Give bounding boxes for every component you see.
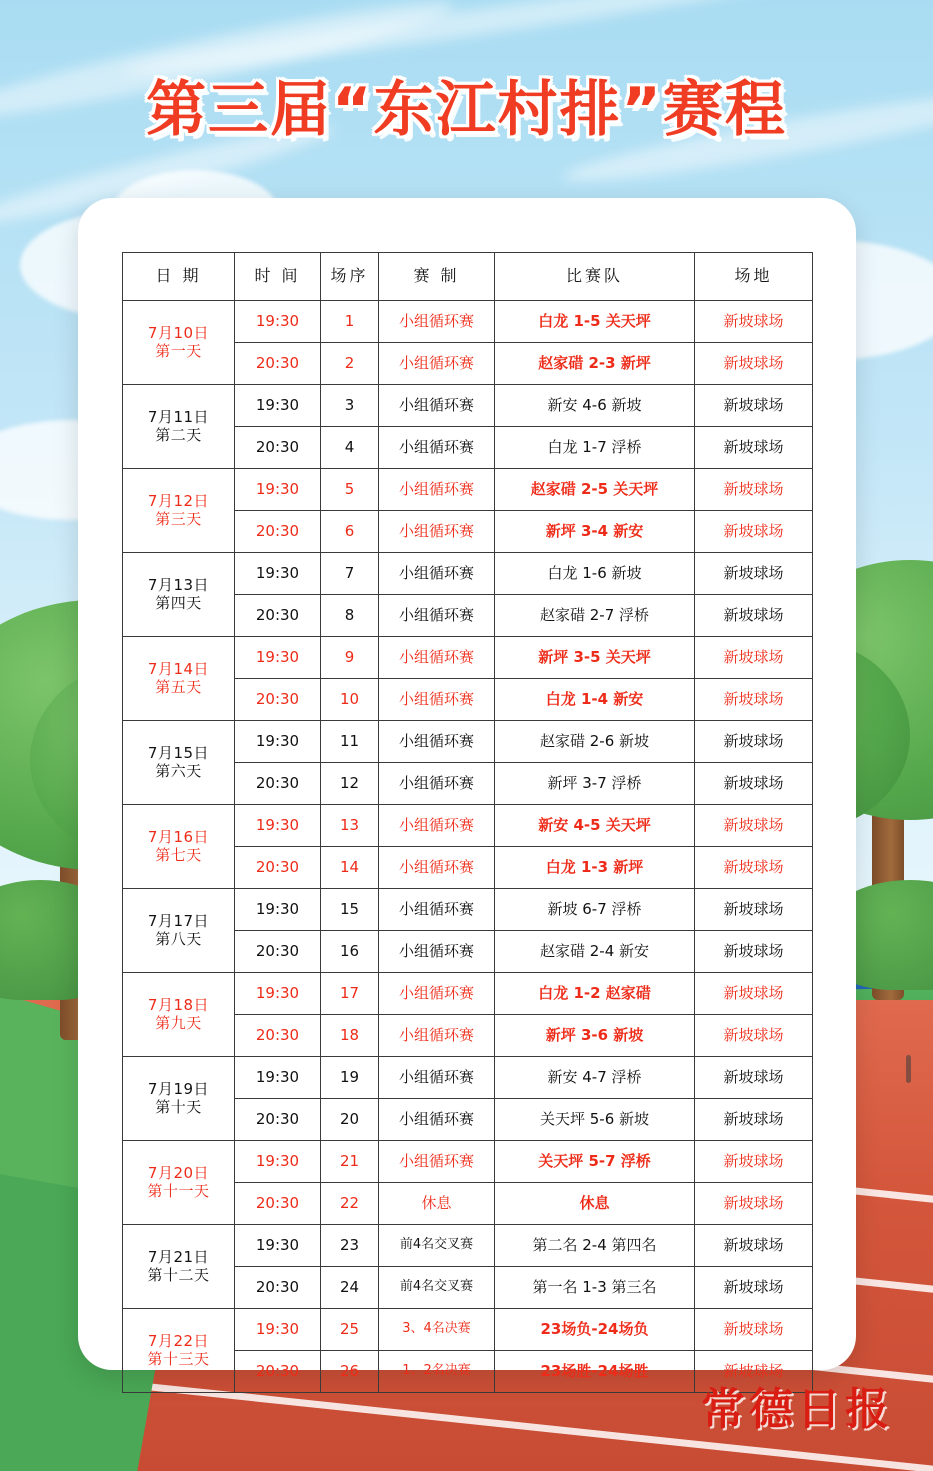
- cell-match-order: 14: [321, 847, 379, 889]
- cell-time: 20:30: [235, 1015, 321, 1057]
- cell-time: 20:30: [235, 343, 321, 385]
- cell-match-order: 3: [321, 385, 379, 427]
- cell-teams: 休息: [495, 1183, 695, 1225]
- cell-teams: 新安 4-5 关天坪: [495, 805, 695, 847]
- cell-date: 7月15日 第六天: [123, 721, 235, 805]
- cell-time: 20:30: [235, 427, 321, 469]
- cell-format: 小组循环赛: [379, 469, 495, 511]
- cell-time: 19:30: [235, 1141, 321, 1183]
- cell-format: 3、4名决赛: [379, 1309, 495, 1351]
- cell-match-order: 12: [321, 763, 379, 805]
- cell-time: 19:30: [235, 1309, 321, 1351]
- schedule-table: [122, 252, 813, 1393]
- schedule-table-container: [122, 252, 812, 1393]
- cell-venue: 新坡球场: [695, 973, 813, 1015]
- cell-match-order: 4: [321, 427, 379, 469]
- cell-venue: 新坡球场: [695, 1309, 813, 1351]
- table-row: [123, 1225, 813, 1267]
- cell-format: 小组循环赛: [379, 679, 495, 721]
- cell-teams: 新安 4-7 浮桥: [495, 1057, 695, 1099]
- cell-format: 前4名交叉赛: [379, 1225, 495, 1267]
- cell-match-order: 23: [321, 1225, 379, 1267]
- cell-venue: 新坡球场: [695, 805, 813, 847]
- cell-teams: 白龙 1-7 浮桥: [495, 427, 695, 469]
- cell-venue: 新坡球场: [695, 469, 813, 511]
- cell-teams: 赵家碏 2-3 新坪: [495, 343, 695, 385]
- cell-time: 20:30: [235, 931, 321, 973]
- cell-venue: 新坡球场: [695, 1267, 813, 1309]
- cell-venue: 新坡球场: [695, 1183, 813, 1225]
- cell-venue: 新坡球场: [695, 427, 813, 469]
- cell-time: 19:30: [235, 973, 321, 1015]
- cell-format: 小组循环赛: [379, 805, 495, 847]
- cell-teams: 23场负-24场负: [495, 1309, 695, 1351]
- cell-venue: 新坡球场: [695, 301, 813, 343]
- cell-teams: 白龙 1-4 新安: [495, 679, 695, 721]
- cell-match-order: 10: [321, 679, 379, 721]
- cell-match-order: 1: [321, 301, 379, 343]
- cell-teams: 新坪 3-7 浮桥: [495, 763, 695, 805]
- cell-time: 19:30: [235, 301, 321, 343]
- table-row: [123, 637, 813, 679]
- cell-format: 小组循环赛: [379, 1141, 495, 1183]
- cell-time: 20:30: [235, 511, 321, 553]
- cell-match-order: 13: [321, 805, 379, 847]
- cell-venue: 新坡球场: [695, 385, 813, 427]
- cell-time: 19:30: [235, 553, 321, 595]
- table-row: [123, 469, 813, 511]
- cell-time: 19:30: [235, 637, 321, 679]
- table-row: [123, 301, 813, 343]
- cell-venue: 新坡球场: [695, 1351, 813, 1393]
- cell-time: 19:30: [235, 721, 321, 763]
- table-row: [123, 553, 813, 595]
- cell-teams: 白龙 1-2 赵家碏: [495, 973, 695, 1015]
- cell-teams: 关天坪 5-7 浮桥: [495, 1141, 695, 1183]
- cell-match-order: 16: [321, 931, 379, 973]
- cell-format: 小组循环赛: [379, 595, 495, 637]
- cell-format: 小组循环赛: [379, 1057, 495, 1099]
- cell-format: 小组循环赛: [379, 343, 495, 385]
- cell-venue: 新坡球场: [695, 763, 813, 805]
- cell-time: 20:30: [235, 847, 321, 889]
- cell-format: 小组循环赛: [379, 973, 495, 1015]
- cell-time: 19:30: [235, 385, 321, 427]
- cell-venue: 新坡球场: [695, 1225, 813, 1267]
- cell-match-order: 25: [321, 1309, 379, 1351]
- cell-venue: 新坡球场: [695, 679, 813, 721]
- cell-teams: 赵家碏 2-6 新坡: [495, 721, 695, 763]
- table-header-row: [123, 253, 813, 301]
- cell-teams: 白龙 1-5 关天坪: [495, 301, 695, 343]
- cell-match-order: 9: [321, 637, 379, 679]
- cell-format: 小组循环赛: [379, 427, 495, 469]
- table-row: [123, 385, 813, 427]
- cell-teams: 第二名 2-4 第四名: [495, 1225, 695, 1267]
- cell-time: 19:30: [235, 805, 321, 847]
- cell-teams: 新坪 3-6 新坡: [495, 1015, 695, 1057]
- cell-format: 小组循环赛: [379, 301, 495, 343]
- column-header-venue: 场地: [695, 253, 813, 301]
- cell-match-order: 2: [321, 343, 379, 385]
- cell-teams: 新坪 3-4 新安: [495, 511, 695, 553]
- cell-date: 7月20日 第十一天: [123, 1141, 235, 1225]
- cell-teams: 23场胜-24场胜: [495, 1351, 695, 1393]
- cell-time: 20:30: [235, 763, 321, 805]
- cell-venue: 新坡球场: [695, 1057, 813, 1099]
- table-row: [123, 973, 813, 1015]
- cell-match-order: 21: [321, 1141, 379, 1183]
- cell-format: 小组循环赛: [379, 721, 495, 763]
- cell-match-order: 20: [321, 1099, 379, 1141]
- table-row: [123, 721, 813, 763]
- cell-time: 19:30: [235, 469, 321, 511]
- cell-match-order: 19: [321, 1057, 379, 1099]
- cell-time: 20:30: [235, 595, 321, 637]
- cell-time: 20:30: [235, 1267, 321, 1309]
- column-header-format: 赛 制: [379, 253, 495, 301]
- cell-format: 小组循环赛: [379, 763, 495, 805]
- cell-time: 19:30: [235, 889, 321, 931]
- cell-format: 小组循环赛: [379, 1099, 495, 1141]
- cell-format: 小组循环赛: [379, 511, 495, 553]
- scroll-indicator[interactable]: [906, 1055, 911, 1083]
- cell-venue: 新坡球场: [695, 847, 813, 889]
- cell-venue: 新坡球场: [695, 1141, 813, 1183]
- cell-match-order: 18: [321, 1015, 379, 1057]
- cell-teams: 白龙 1-6 新坡: [495, 553, 695, 595]
- table-row: [123, 805, 813, 847]
- column-header-teams: 比赛队: [495, 253, 695, 301]
- cell-match-order: 24: [321, 1267, 379, 1309]
- cell-venue: 新坡球场: [695, 637, 813, 679]
- table-row: [123, 1057, 813, 1099]
- table-row: [123, 1309, 813, 1351]
- cell-time: 20:30: [235, 1099, 321, 1141]
- cell-match-order: 6: [321, 511, 379, 553]
- cell-match-order: 15: [321, 889, 379, 931]
- cell-venue: 新坡球场: [695, 1099, 813, 1141]
- cell-teams: 新坡 6-7 浮桥: [495, 889, 695, 931]
- cell-venue: 新坡球场: [695, 511, 813, 553]
- schedule-table-body: [123, 301, 813, 1393]
- cell-time: 19:30: [235, 1057, 321, 1099]
- cell-venue: 新坡球场: [695, 343, 813, 385]
- cell-venue: 新坡球场: [695, 889, 813, 931]
- cell-format: 小组循环赛: [379, 637, 495, 679]
- page-title: 第三届“东江村排”赛程: [146, 75, 787, 145]
- cell-date: 7月14日 第五天: [123, 637, 235, 721]
- cell-format: 休息: [379, 1183, 495, 1225]
- cell-date: 7月12日 第三天: [123, 469, 235, 553]
- cell-venue: 新坡球场: [695, 721, 813, 763]
- cell-match-order: 22: [321, 1183, 379, 1225]
- cell-teams: 新安 4-6 新坡: [495, 385, 695, 427]
- publisher-logo: 常德日报: [701, 1384, 893, 1435]
- cell-date: 7月13日 第四天: [123, 553, 235, 637]
- column-header-date: 日 期: [123, 253, 235, 301]
- cell-teams: 白龙 1-3 新坪: [495, 847, 695, 889]
- table-row: [123, 889, 813, 931]
- cell-time: 20:30: [235, 1183, 321, 1225]
- cell-venue: 新坡球场: [695, 1015, 813, 1057]
- cell-format: 1、2名决赛: [379, 1351, 495, 1393]
- cell-date: 7月22日 第十三天: [123, 1309, 235, 1393]
- cell-venue: 新坡球场: [695, 931, 813, 973]
- cell-date: 7月19日 第十天: [123, 1057, 235, 1141]
- cell-teams: 第一名 1-3 第三名: [495, 1267, 695, 1309]
- cell-format: 小组循环赛: [379, 931, 495, 973]
- column-header-time: 时 间: [235, 253, 321, 301]
- cell-date: 7月16日 第七天: [123, 805, 235, 889]
- cell-time: 19:30: [235, 1225, 321, 1267]
- cell-teams: 赵家碏 2-7 浮桥: [495, 595, 695, 637]
- cell-match-order: 26: [321, 1351, 379, 1393]
- cell-match-order: 17: [321, 973, 379, 1015]
- column-header-order: 场序: [321, 253, 379, 301]
- cell-match-order: 8: [321, 595, 379, 637]
- cell-format: 前4名交叉赛: [379, 1267, 495, 1309]
- cell-venue: 新坡球场: [695, 553, 813, 595]
- cell-format: 小组循环赛: [379, 385, 495, 427]
- cell-format: 小组循环赛: [379, 553, 495, 595]
- cell-date: 7月21日 第十二天: [123, 1225, 235, 1309]
- cell-date: 7月10日 第一天: [123, 301, 235, 385]
- cell-teams: 赵家碏 2-5 关天坪: [495, 469, 695, 511]
- cell-match-order: 7: [321, 553, 379, 595]
- cell-match-order: 5: [321, 469, 379, 511]
- cell-date: 7月11日 第二天: [123, 385, 235, 469]
- cell-date: 7月17日 第八天: [123, 889, 235, 973]
- cell-teams: 新坪 3-5 关天坪: [495, 637, 695, 679]
- cell-match-order: 11: [321, 721, 379, 763]
- cell-teams: 关天坪 5-6 新坡: [495, 1099, 695, 1141]
- cell-venue: 新坡球场: [695, 595, 813, 637]
- cell-format: 小组循环赛: [379, 889, 495, 931]
- cell-date: 7月18日 第九天: [123, 973, 235, 1057]
- cell-teams: 赵家碏 2-4 新安: [495, 931, 695, 973]
- cell-format: 小组循环赛: [379, 1015, 495, 1057]
- cell-time: 20:30: [235, 679, 321, 721]
- cell-time: 20:30: [235, 1351, 321, 1393]
- table-row: [123, 1141, 813, 1183]
- cell-format: 小组循环赛: [379, 847, 495, 889]
